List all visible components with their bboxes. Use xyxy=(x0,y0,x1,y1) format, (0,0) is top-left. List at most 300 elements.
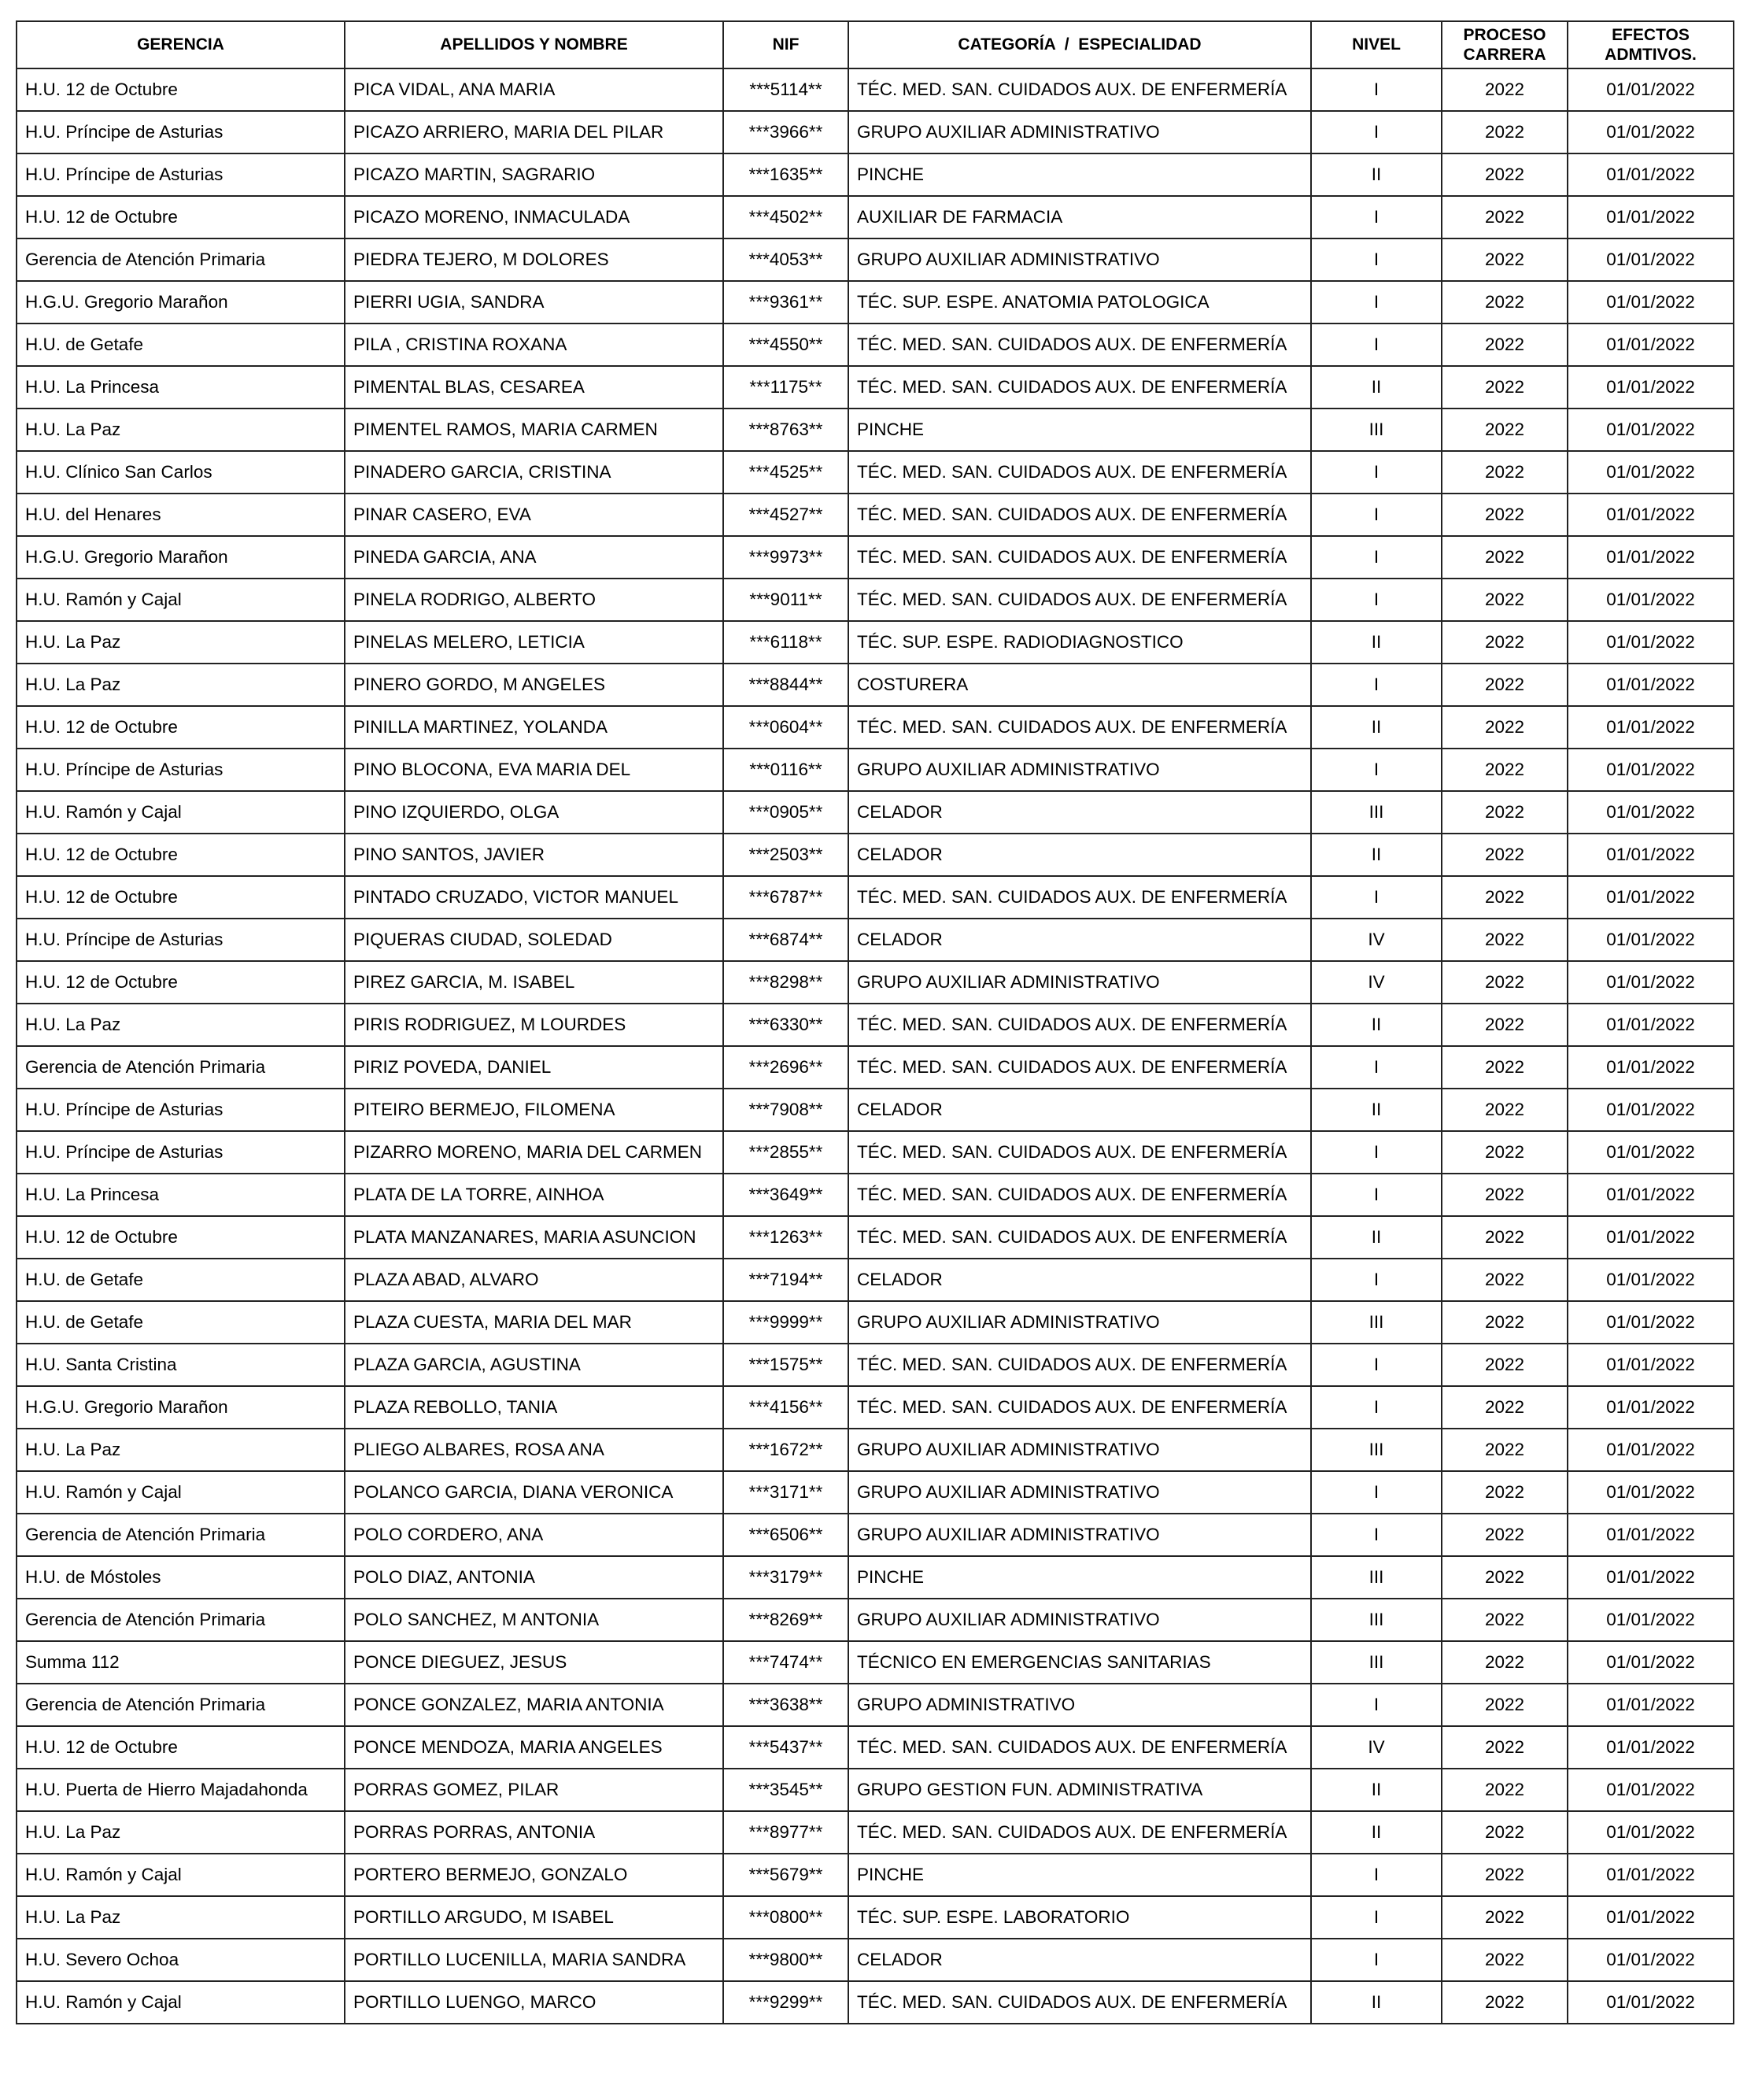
personnel-table xyxy=(16,20,1734,2024)
cell-nombre: PINELA RODRIGO, ALBERTO xyxy=(345,579,723,621)
cell-proceso: 2022 xyxy=(1442,1599,1568,1641)
cell-proceso: 2022 xyxy=(1442,1471,1568,1514)
header-categoria: CATEGORÍA / ESPECIALIDAD xyxy=(848,21,1311,68)
cell-categoria: GRUPO GESTION FUN. ADMINISTRATIVA xyxy=(848,1769,1311,1811)
cell-categoria: TÉC. MED. SAN. CUIDADOS AUX. DE ENFERMERÍA xyxy=(848,1811,1311,1854)
cell-proceso: 2022 xyxy=(1442,1684,1568,1726)
table-row xyxy=(17,1599,1734,1641)
cell-nombre: PORTILLO LUCENILLA, MARIA SANDRA xyxy=(345,1939,723,1981)
cell-nif: ***1263** xyxy=(723,1216,848,1259)
cell-proceso: 2022 xyxy=(1442,1216,1568,1259)
table-row xyxy=(17,1386,1734,1429)
cell-proceso: 2022 xyxy=(1442,1046,1568,1089)
cell-categoria: TÉC. SUP. ESPE. LABORATORIO xyxy=(848,1896,1311,1939)
cell-proceso: 2022 xyxy=(1442,281,1568,324)
cell-nif: ***5437** xyxy=(723,1726,848,1769)
cell-nombre: PORTERO BERMEJO, GONZALO xyxy=(345,1854,723,1896)
cell-nif: ***1672** xyxy=(723,1429,848,1471)
cell-categoria: PINCHE xyxy=(848,1556,1311,1599)
cell-nombre: PINO IZQUIERDO, OLGA xyxy=(345,791,723,834)
cell-categoria: GRUPO AUXILIAR ADMINISTRATIVO xyxy=(848,1429,1311,1471)
cell-proceso: 2022 xyxy=(1442,324,1568,366)
cell-gerencia: H.U. de Getafe xyxy=(17,324,345,366)
cell-nif: ***4550** xyxy=(723,324,848,366)
cell-proceso: 2022 xyxy=(1442,1004,1568,1046)
cell-categoria: TÉC. MED. SAN. CUIDADOS AUX. DE ENFERMERÍA xyxy=(848,876,1311,919)
header-efectos-line1: EFECTOS xyxy=(1612,25,1690,44)
cell-gerencia: H.U. La Paz xyxy=(17,1004,345,1046)
cell-gerencia: H.U. de Getafe xyxy=(17,1301,345,1344)
cell-nombre: PLAZA CUESTA, MARIA DEL MAR xyxy=(345,1301,723,1344)
cell-proceso: 2022 xyxy=(1442,1344,1568,1386)
cell-proceso: 2022 xyxy=(1442,1514,1568,1556)
cell-proceso: 2022 xyxy=(1442,1811,1568,1854)
cell-gerencia: H.U. Príncipe de Asturias xyxy=(17,749,345,791)
table-row xyxy=(17,1556,1734,1599)
cell-categoria: CELADOR xyxy=(848,791,1311,834)
cell-efectos: 01/01/2022 xyxy=(1568,68,1734,111)
cell-proceso: 2022 xyxy=(1442,1641,1568,1684)
cell-nombre: POLO SANCHEZ, M ANTONIA xyxy=(345,1599,723,1641)
cell-categoria: PINCHE xyxy=(848,409,1311,451)
cell-nivel: III xyxy=(1311,1556,1442,1599)
cell-nivel: IV xyxy=(1311,1726,1442,1769)
cell-nombre: PONCE DIEGUEZ, JESUS xyxy=(345,1641,723,1684)
cell-gerencia: H.U. 12 de Octubre xyxy=(17,834,345,876)
cell-categoria: TÉC. MED. SAN. CUIDADOS AUX. DE ENFERMERÍA xyxy=(848,1131,1311,1174)
cell-nif: ***7474** xyxy=(723,1641,848,1684)
cell-proceso: 2022 xyxy=(1442,1174,1568,1216)
cell-proceso: 2022 xyxy=(1442,1939,1568,1981)
cell-nif: ***6874** xyxy=(723,919,848,961)
cell-gerencia: H.U. 12 de Octubre xyxy=(17,1216,345,1259)
cell-nivel: II xyxy=(1311,1769,1442,1811)
cell-nif: ***8844** xyxy=(723,664,848,706)
cell-nombre: PIEDRA TEJERO, M DOLORES xyxy=(345,238,723,281)
cell-nombre: PONCE GONZALEZ, MARIA ANTONIA xyxy=(345,1684,723,1726)
cell-nivel: I xyxy=(1311,238,1442,281)
cell-efectos: 01/01/2022 xyxy=(1568,706,1734,749)
table-row xyxy=(17,1939,1734,1981)
cell-nivel: II xyxy=(1311,1004,1442,1046)
cell-nombre: PIZARRO MORENO, MARIA DEL CARMEN xyxy=(345,1131,723,1174)
cell-nivel: III xyxy=(1311,1301,1442,1344)
cell-nombre: PIRIS RODRIGUEZ, M LOURDES xyxy=(345,1004,723,1046)
cell-gerencia: H.G.U. Gregorio Marañon xyxy=(17,536,345,579)
cell-categoria: AUXILIAR DE FARMACIA xyxy=(848,196,1311,238)
cell-nivel: I xyxy=(1311,451,1442,494)
table-row xyxy=(17,324,1734,366)
cell-nivel: II xyxy=(1311,621,1442,664)
header-nombre: APELLIDOS Y NOMBRE xyxy=(345,21,723,68)
cell-gerencia: H.G.U. Gregorio Marañon xyxy=(17,281,345,324)
cell-nombre: PLAZA ABAD, ALVARO xyxy=(345,1259,723,1301)
cell-efectos: 01/01/2022 xyxy=(1568,1386,1734,1429)
cell-proceso: 2022 xyxy=(1442,749,1568,791)
cell-nivel: I xyxy=(1311,1386,1442,1429)
cell-nif: ***8977** xyxy=(723,1811,848,1854)
cell-categoria: TÉC. MED. SAN. CUIDADOS AUX. DE ENFERMERÍA xyxy=(848,494,1311,536)
cell-efectos: 01/01/2022 xyxy=(1568,1854,1734,1896)
table-row xyxy=(17,409,1734,451)
cell-gerencia: H.U. Santa Cristina xyxy=(17,1344,345,1386)
cell-proceso: 2022 xyxy=(1442,1386,1568,1429)
cell-nombre: PIERRI UGIA, SANDRA xyxy=(345,281,723,324)
cell-nombre: PICAZO MARTIN, SAGRARIO xyxy=(345,153,723,196)
cell-nivel: I xyxy=(1311,1939,1442,1981)
cell-efectos: 01/01/2022 xyxy=(1568,1769,1734,1811)
cell-efectos: 01/01/2022 xyxy=(1568,324,1734,366)
cell-nif: ***3638** xyxy=(723,1684,848,1726)
cell-nombre: PICAZO ARRIERO, MARIA DEL PILAR xyxy=(345,111,723,153)
table-row xyxy=(17,153,1734,196)
table-body xyxy=(17,68,1734,2024)
cell-categoria: CELADOR xyxy=(848,834,1311,876)
cell-nivel: III xyxy=(1311,1641,1442,1684)
cell-nombre: POLANCO GARCIA, DIANA VERONICA xyxy=(345,1471,723,1514)
cell-nivel: I xyxy=(1311,664,1442,706)
cell-efectos: 01/01/2022 xyxy=(1568,749,1734,791)
table-row xyxy=(17,1301,1734,1344)
table-row xyxy=(17,834,1734,876)
table-row xyxy=(17,1896,1734,1939)
cell-nif: ***9011** xyxy=(723,579,848,621)
cell-gerencia: H.U. La Paz xyxy=(17,1811,345,1854)
cell-nivel: II xyxy=(1311,1811,1442,1854)
cell-categoria: TÉC. MED. SAN. CUIDADOS AUX. DE ENFERMERÍA xyxy=(848,1981,1311,2024)
cell-nombre: PLATA MANZANARES, MARIA ASUNCION xyxy=(345,1216,723,1259)
cell-categoria: GRUPO AUXILIAR ADMINISTRATIVO xyxy=(848,1599,1311,1641)
table-row xyxy=(17,919,1734,961)
cell-nombre: PIQUERAS CIUDAD, SOLEDAD xyxy=(345,919,723,961)
cell-gerencia: H.U. Clínico San Carlos xyxy=(17,451,345,494)
cell-nivel: III xyxy=(1311,1429,1442,1471)
cell-nif: ***2696** xyxy=(723,1046,848,1089)
cell-gerencia: H.U. 12 de Octubre xyxy=(17,876,345,919)
table-row xyxy=(17,1641,1734,1684)
cell-gerencia: Gerencia de Atención Primaria xyxy=(17,238,345,281)
cell-proceso: 2022 xyxy=(1442,1089,1568,1131)
cell-proceso: 2022 xyxy=(1442,1556,1568,1599)
cell-nombre: PILA , CRISTINA ROXANA xyxy=(345,324,723,366)
cell-nivel: I xyxy=(1311,1174,1442,1216)
table-row xyxy=(17,111,1734,153)
cell-proceso: 2022 xyxy=(1442,366,1568,409)
cell-gerencia: H.U. Severo Ochoa xyxy=(17,1939,345,1981)
cell-gerencia: H.U. La Paz xyxy=(17,664,345,706)
cell-efectos: 01/01/2022 xyxy=(1568,1259,1734,1301)
cell-nivel: I xyxy=(1311,1259,1442,1301)
cell-nivel: III xyxy=(1311,791,1442,834)
cell-efectos: 01/01/2022 xyxy=(1568,1471,1734,1514)
cell-gerencia: H.U. Ramón y Cajal xyxy=(17,1854,345,1896)
cell-efectos: 01/01/2022 xyxy=(1568,1981,1734,2024)
cell-nif: ***8269** xyxy=(723,1599,848,1641)
header-nif: NIF xyxy=(723,21,848,68)
cell-proceso: 2022 xyxy=(1442,1301,1568,1344)
cell-efectos: 01/01/2022 xyxy=(1568,1344,1734,1386)
table-row xyxy=(17,238,1734,281)
cell-gerencia: H.U. Príncipe de Asturias xyxy=(17,153,345,196)
cell-nif: ***9973** xyxy=(723,536,848,579)
cell-gerencia: H.U. Puerta de Hierro Majadahonda xyxy=(17,1769,345,1811)
cell-nif: ***2503** xyxy=(723,834,848,876)
cell-nif: ***6506** xyxy=(723,1514,848,1556)
cell-nif: ***9999** xyxy=(723,1301,848,1344)
cell-nombre: PITEIRO BERMEJO, FILOMENA xyxy=(345,1089,723,1131)
cell-efectos: 01/01/2022 xyxy=(1568,1174,1734,1216)
cell-gerencia: Summa 112 xyxy=(17,1641,345,1684)
cell-efectos: 01/01/2022 xyxy=(1568,1004,1734,1046)
cell-nivel: I xyxy=(1311,1344,1442,1386)
cell-nombre: PORTILLO LUENGO, MARCO xyxy=(345,1981,723,2024)
cell-proceso: 2022 xyxy=(1442,68,1568,111)
cell-efectos: 01/01/2022 xyxy=(1568,153,1734,196)
cell-categoria: TÉC. MED. SAN. CUIDADOS AUX. DE ENFERMERÍA xyxy=(848,366,1311,409)
cell-nombre: PINERO GORDO, M ANGELES xyxy=(345,664,723,706)
cell-proceso: 2022 xyxy=(1442,1896,1568,1939)
cell-nivel: I xyxy=(1311,111,1442,153)
cell-efectos: 01/01/2022 xyxy=(1568,451,1734,494)
cell-nivel: II xyxy=(1311,1981,1442,2024)
table-row xyxy=(17,1004,1734,1046)
cell-efectos: 01/01/2022 xyxy=(1568,621,1734,664)
cell-gerencia: H.U. 12 de Octubre xyxy=(17,68,345,111)
cell-gerencia: H.U. Príncipe de Asturias xyxy=(17,111,345,153)
cell-nombre: PINEDA GARCIA, ANA xyxy=(345,536,723,579)
cell-efectos: 01/01/2022 xyxy=(1568,1939,1734,1981)
cell-categoria: TÉC. MED. SAN. CUIDADOS AUX. DE ENFERMERÍA xyxy=(848,1386,1311,1429)
cell-proceso: 2022 xyxy=(1442,1429,1568,1471)
cell-categoria: TÉCNICO EN EMERGENCIAS SANITARIAS xyxy=(848,1641,1311,1684)
cell-gerencia: H.U. Ramón y Cajal xyxy=(17,1471,345,1514)
cell-categoria: TÉC. MED. SAN. CUIDADOS AUX. DE ENFERMERÍA xyxy=(848,324,1311,366)
cell-nivel: I xyxy=(1311,1684,1442,1726)
cell-efectos: 01/01/2022 xyxy=(1568,1556,1734,1599)
cell-categoria: CELADOR xyxy=(848,1089,1311,1131)
cell-nif: ***9299** xyxy=(723,1981,848,2024)
cell-proceso: 2022 xyxy=(1442,1131,1568,1174)
cell-nivel: I xyxy=(1311,749,1442,791)
cell-efectos: 01/01/2022 xyxy=(1568,1896,1734,1939)
table-row xyxy=(17,1981,1734,2024)
cell-efectos: 01/01/2022 xyxy=(1568,409,1734,451)
cell-proceso: 2022 xyxy=(1442,409,1568,451)
cell-categoria: CELADOR xyxy=(848,1939,1311,1981)
cell-nif: ***4053** xyxy=(723,238,848,281)
cell-nif: ***4156** xyxy=(723,1386,848,1429)
cell-proceso: 2022 xyxy=(1442,1259,1568,1301)
cell-categoria: TÉC. MED. SAN. CUIDADOS AUX. DE ENFERMERÍA xyxy=(848,68,1311,111)
cell-gerencia: H.U. La Princesa xyxy=(17,366,345,409)
cell-nif: ***4527** xyxy=(723,494,848,536)
cell-nif: ***7908** xyxy=(723,1089,848,1131)
header-proceso-line2: CARRERA xyxy=(1463,46,1546,64)
cell-efectos: 01/01/2022 xyxy=(1568,1131,1734,1174)
cell-nombre: PICA VIDAL, ANA MARIA xyxy=(345,68,723,111)
cell-nivel: III xyxy=(1311,1599,1442,1641)
cell-nif: ***6787** xyxy=(723,876,848,919)
cell-gerencia: H.U. La Paz xyxy=(17,621,345,664)
cell-gerencia: Gerencia de Atención Primaria xyxy=(17,1599,345,1641)
table-row xyxy=(17,876,1734,919)
cell-categoria: GRUPO AUXILIAR ADMINISTRATIVO xyxy=(848,1301,1311,1344)
header-gerencia: GERENCIA xyxy=(17,21,345,68)
cell-proceso: 2022 xyxy=(1442,791,1568,834)
cell-proceso: 2022 xyxy=(1442,1854,1568,1896)
cell-nombre: PLAZA GARCIA, AGUSTINA xyxy=(345,1344,723,1386)
cell-efectos: 01/01/2022 xyxy=(1568,1599,1734,1641)
cell-gerencia: H.U. Príncipe de Asturias xyxy=(17,919,345,961)
cell-gerencia: H.U. Ramón y Cajal xyxy=(17,579,345,621)
table-row xyxy=(17,1811,1734,1854)
cell-nif: ***1575** xyxy=(723,1344,848,1386)
cell-efectos: 01/01/2022 xyxy=(1568,834,1734,876)
table-row xyxy=(17,68,1734,111)
cell-efectos: 01/01/2022 xyxy=(1568,238,1734,281)
cell-categoria: TÉC. MED. SAN. CUIDADOS AUX. DE ENFERMERÍA xyxy=(848,536,1311,579)
cell-gerencia: Gerencia de Atención Primaria xyxy=(17,1684,345,1726)
cell-nombre: PONCE MENDOZA, MARIA ANGELES xyxy=(345,1726,723,1769)
cell-nombre: POLO DIAZ, ANTONIA xyxy=(345,1556,723,1599)
cell-categoria: TÉC. MED. SAN. CUIDADOS AUX. DE ENFERMERÍA xyxy=(848,579,1311,621)
cell-proceso: 2022 xyxy=(1442,876,1568,919)
cell-categoria: TÉC. SUP. ESPE. RADIODIAGNOSTICO xyxy=(848,621,1311,664)
cell-proceso: 2022 xyxy=(1442,706,1568,749)
cell-efectos: 01/01/2022 xyxy=(1568,1216,1734,1259)
cell-nivel: IV xyxy=(1311,919,1442,961)
cell-categoria: GRUPO AUXILIAR ADMINISTRATIVO xyxy=(848,961,1311,1004)
cell-proceso: 2022 xyxy=(1442,111,1568,153)
cell-gerencia: H.U. 12 de Octubre xyxy=(17,196,345,238)
cell-efectos: 01/01/2022 xyxy=(1568,876,1734,919)
cell-nivel: I xyxy=(1311,1131,1442,1174)
cell-nombre: PICAZO MORENO, INMACULADA xyxy=(345,196,723,238)
cell-nombre: PINO BLOCONA, EVA MARIA DEL xyxy=(345,749,723,791)
cell-efectos: 01/01/2022 xyxy=(1568,791,1734,834)
cell-nivel: IV xyxy=(1311,961,1442,1004)
cell-efectos: 01/01/2022 xyxy=(1568,1046,1734,1089)
cell-nif: ***1175** xyxy=(723,366,848,409)
cell-proceso: 2022 xyxy=(1442,536,1568,579)
table-row xyxy=(17,1514,1734,1556)
cell-proceso: 2022 xyxy=(1442,1769,1568,1811)
cell-nif: ***9361** xyxy=(723,281,848,324)
cell-gerencia: H.U. La Paz xyxy=(17,1896,345,1939)
cell-categoria: PINCHE xyxy=(848,1854,1311,1896)
cell-nivel: I xyxy=(1311,494,1442,536)
cell-nivel: I xyxy=(1311,579,1442,621)
cell-nif: ***8763** xyxy=(723,409,848,451)
cell-gerencia: H.U. Príncipe de Asturias xyxy=(17,1089,345,1131)
cell-nivel: II xyxy=(1311,834,1442,876)
cell-efectos: 01/01/2022 xyxy=(1568,1514,1734,1556)
cell-nivel: III xyxy=(1311,409,1442,451)
table-row xyxy=(17,1216,1734,1259)
cell-efectos: 01/01/2022 xyxy=(1568,1684,1734,1726)
table-row xyxy=(17,706,1734,749)
cell-nivel: I xyxy=(1311,876,1442,919)
cell-nivel: I xyxy=(1311,281,1442,324)
table-row xyxy=(17,1769,1734,1811)
cell-categoria: TÉC. MED. SAN. CUIDADOS AUX. DE ENFERMERÍA xyxy=(848,1004,1311,1046)
cell-nivel: II xyxy=(1311,366,1442,409)
cell-proceso: 2022 xyxy=(1442,153,1568,196)
cell-efectos: 01/01/2022 xyxy=(1568,196,1734,238)
table-row xyxy=(17,196,1734,238)
cell-gerencia: H.U. La Princesa xyxy=(17,1174,345,1216)
cell-proceso: 2022 xyxy=(1442,579,1568,621)
cell-proceso: 2022 xyxy=(1442,1981,1568,2024)
cell-gerencia: H.U. 12 de Octubre xyxy=(17,706,345,749)
cell-nivel: I xyxy=(1311,1514,1442,1556)
cell-nif: ***0905** xyxy=(723,791,848,834)
cell-nivel: I xyxy=(1311,1854,1442,1896)
cell-nombre: POLO CORDERO, ANA xyxy=(345,1514,723,1556)
cell-efectos: 01/01/2022 xyxy=(1568,1429,1734,1471)
header-efectos-line2: ADMTIVOS. xyxy=(1605,46,1697,64)
table-row xyxy=(17,749,1734,791)
cell-nombre: PINTADO CRUZADO, VICTOR MANUEL xyxy=(345,876,723,919)
cell-efectos: 01/01/2022 xyxy=(1568,494,1734,536)
cell-nif: ***6118** xyxy=(723,621,848,664)
cell-efectos: 01/01/2022 xyxy=(1568,919,1734,961)
cell-nombre: PORRAS PORRAS, ANTONIA xyxy=(345,1811,723,1854)
cell-nivel: I xyxy=(1311,536,1442,579)
cell-gerencia: H.U. de Móstoles xyxy=(17,1556,345,1599)
cell-nif: ***5679** xyxy=(723,1854,848,1896)
cell-nivel: I xyxy=(1311,196,1442,238)
table-row xyxy=(17,281,1734,324)
cell-nombre: PIREZ GARCIA, M. ISABEL xyxy=(345,961,723,1004)
header-efectos xyxy=(1568,21,1734,68)
cell-categoria: TÉC. MED. SAN. CUIDADOS AUX. DE ENFERMERÍA xyxy=(848,1216,1311,1259)
cell-proceso: 2022 xyxy=(1442,196,1568,238)
cell-nivel: I xyxy=(1311,1896,1442,1939)
cell-nombre: PINADERO GARCIA, CRISTINA xyxy=(345,451,723,494)
cell-gerencia: Gerencia de Atención Primaria xyxy=(17,1514,345,1556)
cell-nif: ***0116** xyxy=(723,749,848,791)
cell-categoria: GRUPO AUXILIAR ADMINISTRATIVO xyxy=(848,1471,1311,1514)
table-row xyxy=(17,1046,1734,1089)
table-row xyxy=(17,1471,1734,1514)
cell-gerencia: Gerencia de Atención Primaria xyxy=(17,1046,345,1089)
cell-categoria: GRUPO ADMINISTRATIVO xyxy=(848,1684,1311,1726)
cell-nivel: II xyxy=(1311,153,1442,196)
cell-nivel: II xyxy=(1311,1216,1442,1259)
cell-nivel: I xyxy=(1311,68,1442,111)
cell-nif: ***3966** xyxy=(723,111,848,153)
cell-categoria: GRUPO AUXILIAR ADMINISTRATIVO xyxy=(848,238,1311,281)
cell-nombre: PORRAS GOMEZ, PILAR xyxy=(345,1769,723,1811)
cell-gerencia: H.U. 12 de Octubre xyxy=(17,961,345,1004)
cell-categoria: GRUPO AUXILIAR ADMINISTRATIVO xyxy=(848,749,1311,791)
cell-gerencia: H.U. Ramón y Cajal xyxy=(17,791,345,834)
cell-nif: ***4502** xyxy=(723,196,848,238)
cell-categoria: CELADOR xyxy=(848,919,1311,961)
table-row xyxy=(17,1089,1734,1131)
cell-nivel: II xyxy=(1311,1089,1442,1131)
cell-categoria: TÉC. MED. SAN. CUIDADOS AUX. DE ENFERMERÍA xyxy=(848,1344,1311,1386)
cell-efectos: 01/01/2022 xyxy=(1568,366,1734,409)
cell-nombre: PORTILLO ARGUDO, M ISABEL xyxy=(345,1896,723,1939)
cell-efectos: 01/01/2022 xyxy=(1568,579,1734,621)
cell-efectos: 01/01/2022 xyxy=(1568,1726,1734,1769)
cell-nif: ***7194** xyxy=(723,1259,848,1301)
cell-nif: ***9800** xyxy=(723,1939,848,1981)
cell-gerencia: H.U. 12 de Octubre xyxy=(17,1726,345,1769)
table-header xyxy=(17,21,1734,68)
